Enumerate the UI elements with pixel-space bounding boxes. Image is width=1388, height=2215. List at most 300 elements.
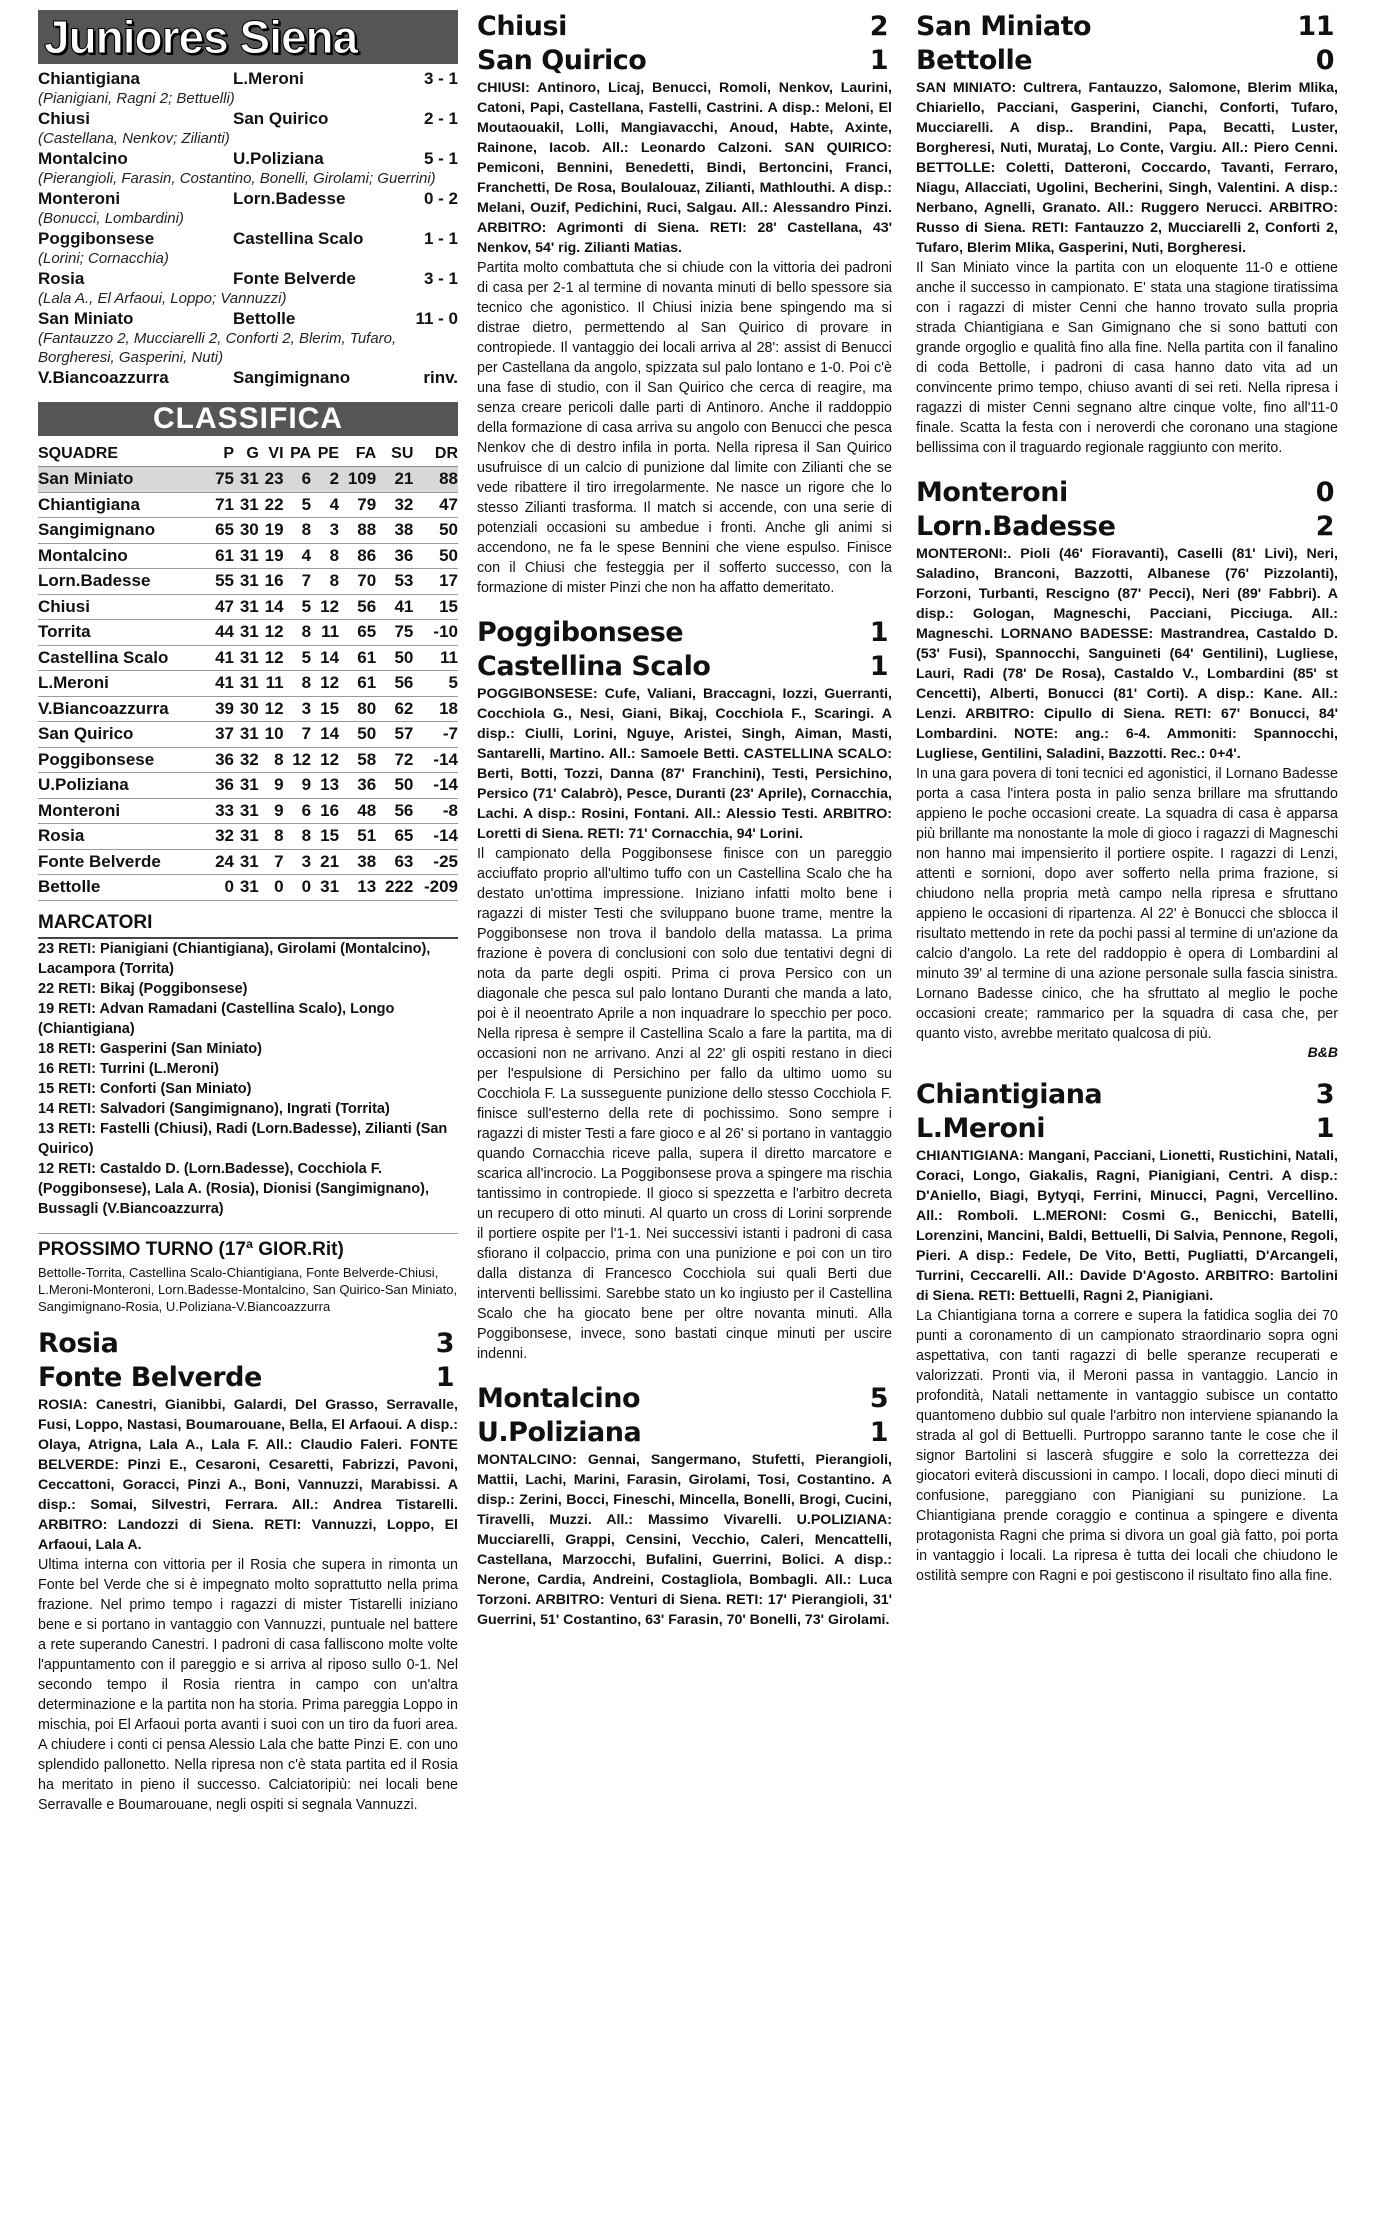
- standings-row: [38, 645, 458, 671]
- result-team: Poggibonsese: [38, 229, 155, 248]
- standings-cell: 7: [284, 722, 312, 748]
- standings-cell: 32: [376, 492, 413, 518]
- result-scorers-row: [38, 89, 458, 108]
- report: Partita molto combattuta che si chiude con la vittoria dei padroni di casa per 2-1 al termine di novanta minuti di bello spessore sia tecnico che agonistico. Il Chiusi inizia bene spingendo ma si distrae dietro, permettendo al San Quirico di provare in contropiede. Il vantaggio dei locali arriva al 28': assist di Benucci per Castellana da angolo, spizzata sul palo lontano e 1-0. Poi c'è una fase di studio, con il San Quirico che cerca di reagire, ma senza creare pericoli dalle parti di Antinoro. Anche il raddoppio della formazione di casa arriva su angolo con Benucci che pesca Nenkov che di destro infila in porta. Nella ripresa il San Quirico usufruisce di un calcio di punizione dal limite con Zilianti che se vede ribattere il tiro irregolarmente. Ne nasce un rigore che lo stesso Zilianti trasforma. Il match si accende, con una serie di potenziali occasioni su ambedue i fronti. Anche gli animi si accendono, ne fa le spese Bennini che viene espulso. Finisce con il Chiusi che festeggia per il sofferto successo, con la formazione di mister Pinzi che non ha affatto demeritato.: [477, 260, 892, 596]
- away-score: 1: [869, 651, 888, 682]
- lineup: CHIANTIGIANA: Mangani, Pacciani, Lionetti, Rustichini, Natali, Coraci, Longo, Giakalis, Ragni, Pianigiani, Centri. A disp.: D'Aniello, Biagi, Bytyqi, Ferrini, Minucci, Pagni, Vercellino. All.: Romboli. L.MERONI: Cosmi G., Benicchi, Batelli, Lorenzini, Mancini, Baldi, Bettuelli, Di Salvia, Pennone, Regoli, Pieri. A disp.: Fedele, De Vito, Betti, Pugliatti, D'Arcangeli, Turrini, Ceccarelli. All.: Davide D'Agosto. ARBITRO: Bartolini di Siena. RETI: Bettuelli, Ragni 2, Pianigiani.: [916, 1148, 1338, 1304]
- standings-row: [38, 569, 458, 595]
- standings-row: [38, 543, 458, 569]
- standings-cell: 75: [376, 620, 413, 646]
- result-team: U.Poliziana: [233, 149, 324, 168]
- standings-cell: 79: [339, 492, 376, 518]
- standings-cell: 58: [339, 747, 376, 773]
- standings-team: L.Meroni: [38, 671, 209, 697]
- standings-cell: 38: [376, 518, 413, 544]
- standings-cell: 19: [259, 518, 284, 544]
- standings-cell: 6: [284, 798, 312, 824]
- standings-cell: -8: [413, 798, 458, 824]
- match-sanminiato: [916, 10, 1338, 458]
- standings-row: [38, 824, 458, 850]
- standings-row: [38, 722, 458, 748]
- standings-row: [38, 875, 458, 901]
- result-scorers-row: [38, 129, 458, 148]
- standings-cell: 36: [209, 773, 234, 799]
- standings-header: SQUADRE: [38, 442, 209, 467]
- match-home-row: [916, 476, 1338, 510]
- result-team: Sangimignano: [233, 368, 351, 387]
- standings-cell: 48: [339, 798, 376, 824]
- standings-cell: 6: [284, 467, 312, 493]
- standings-cell: 3: [284, 849, 312, 875]
- standings-cell: 10: [259, 722, 284, 748]
- result-team: V.Biancoazzurra: [38, 368, 169, 387]
- result-row: [38, 148, 458, 169]
- match-away-row: [477, 44, 892, 78]
- standings-cell: -14: [413, 747, 458, 773]
- home-team: Chiantigiana: [916, 1079, 1103, 1110]
- match-away-row: [916, 510, 1338, 544]
- standings-cell: 55: [209, 569, 234, 595]
- standings-cell: 4: [284, 543, 312, 569]
- standings-cell: 2: [311, 467, 339, 493]
- standings-cell: -10: [413, 620, 458, 646]
- signature: B&B: [1307, 1044, 1338, 1060]
- match-home-row: [916, 1078, 1338, 1112]
- standings-cell: 38: [339, 849, 376, 875]
- standings-cell: 12: [259, 620, 284, 646]
- standings-team: U.Poliziana: [38, 773, 209, 799]
- standings-cell: 13: [339, 875, 376, 901]
- standings-cell: 61: [339, 645, 376, 671]
- standings-title: CLASSIFICA: [38, 402, 458, 436]
- standings-cell: 51: [339, 824, 376, 850]
- lineup: POGGIBONSESE: Cufe, Valiani, Braccagni, Iozzi, Guerranti, Cocchiola G., Nesi, Giani, Bikaj, Cocchiola F., Scaringi. A disp.: Ciulli, Lorini, Nguye, Aristei, Singh, Aiman, Masti, Santarelli, Martino. All.: Samoele Betti. CASTELLINA SCALO: Berti, Botti, Tozzi, Danna (87' Franchini), Testi, Persichino, Persico (71' Calabrò), Pesce, Duranti (23' Aprile), Cornacchia, Lachi. A disp.: Rosini, Fontani. All.: Alessio Testi. ARBITRO: Loretti di Siena. RETI: 71' Cornacchia, 94' Lorini.: [477, 686, 892, 842]
- standings-team: San Miniato: [38, 467, 209, 493]
- standings-header: P: [209, 442, 234, 467]
- result-scorers: (Fantauzzo 2, Mucciarelli 2, Conforti 2, Blerim, Tufaro, Borgheresi, Gasperini, Nuti): [38, 330, 397, 366]
- standings-team: Castellina Scalo: [38, 645, 209, 671]
- page-title: Juniores Siena: [38, 10, 458, 64]
- standings-cell: 19: [259, 543, 284, 569]
- standings-cell: 31: [234, 722, 259, 748]
- standings-row: [38, 518, 458, 544]
- standings-cell: 63: [376, 849, 413, 875]
- match-poggibonsese: [477, 616, 892, 1364]
- result-score: 0 - 2: [423, 189, 458, 208]
- away-team: Bettolle: [916, 45, 1033, 76]
- standings-cell: 3: [311, 518, 339, 544]
- standings-cell: 41: [209, 671, 234, 697]
- standings-cell: 0: [259, 875, 284, 901]
- standings-cell: 15: [311, 824, 339, 850]
- match-montalcino: [477, 1382, 892, 1630]
- result-score: 3 - 1: [423, 269, 458, 288]
- standings-cell: 8: [284, 824, 312, 850]
- standings-team: Monteroni: [38, 798, 209, 824]
- home-score: 5: [869, 1383, 888, 1414]
- standings-cell: 9: [259, 798, 284, 824]
- home-score: 1: [869, 617, 888, 648]
- standings-header: DR: [413, 442, 458, 467]
- away-score: 1: [435, 1361, 454, 1393]
- standings-cell: 37: [209, 722, 234, 748]
- lineup: MONTERONI:. Pioli (46' Fioravanti), Caselli (81' Livi), Neri, Saladino, Branconi, Bazzotti, Albanese (76' Pizzolanti), Forzoni, Turbanti, Rescigno (87' Pecci), Neri (89' Fabbri). A disp.: Gologan, Magneschi, Pacciani, Picciuga. All.: Magneschi. LORNANO BADESSE: Mastrandrea, Castaldo D. (53' Fusi), Spannocchi, Sanguineti (64' Gentilini), Lugliese, Lauri, Radi (78' De Rosa), Castaldo V., Lombardini (85' st Cencetti), Alberti, Bonucci (81' Corti). A disp.: Kane. All.: Lenzi. ARBITRO: Cipullo di Siena. RETI: 67' Bonucci, 84' Lombardini. NOTE: ang.: 6-4. Ammoniti: Spannocchi, Lugliese, Gentilini, Saladini, Bazzotti. Rec.: 0+4'.: [916, 546, 1338, 762]
- report: In una gara povera di toni tecnici ed agonistici, il Lornano Badesse porta a casa l'intera posta in palio senza brillare ma sfruttando appieno le poche occasioni create. La squadra di casa è apparsa più brillante ma nonostante la mole di gioco i ragazzi di Magneschi non hanno mai impensierito il portiere ospite. I ragazzi di Lenzi, attenti e sornioni, dopo aver sofferto nella prima frazione, si chiudono nella propria metà campo nella ripresa e sfruttano appieno le occasioni di ripartenza. Al 22' è Bonucci che sblocca il risultato mettendo in rete da pochi passi al termine di un'azione da calcio d'angolo. La rete del raddoppio è opera di Lombardini al minuto 39' al termine di una azione personale sulla fascia sinistra. Lornano Badesse cinico, che ha sfruttato al meglio le poche occasioni create; rammarico per la squadra di casa che, per quanto visto, avrebbe meritato qualcosa di più.: [916, 766, 1338, 1042]
- standings-team: Sangimignano: [38, 518, 209, 544]
- standings-team: Chiusi: [38, 594, 209, 620]
- home-score: 3: [1315, 1079, 1334, 1110]
- result-team: Monteroni: [38, 189, 121, 208]
- standings-cell: 30: [234, 518, 259, 544]
- standings-cell: 36: [339, 773, 376, 799]
- result-scorers-row: [38, 249, 458, 268]
- home-score: 11: [1297, 11, 1334, 42]
- results-table: [38, 68, 458, 388]
- standings-header: G: [234, 442, 259, 467]
- turno-title: PROSSIMO TURNO (17ª GIOR.Rit): [38, 1233, 458, 1262]
- away-team: L.Meroni: [916, 1113, 1045, 1144]
- standings-cell: 36: [209, 747, 234, 773]
- standings-cell: 50: [413, 518, 458, 544]
- home-score: 3: [435, 1327, 454, 1359]
- result-row: [38, 308, 458, 329]
- away-team: San Quirico: [477, 45, 647, 76]
- standings-cell: 86: [339, 543, 376, 569]
- standings-cell: 4: [311, 492, 339, 518]
- standings-table: [38, 442, 458, 901]
- standings-cell: -14: [413, 824, 458, 850]
- standings-cell: 8: [311, 569, 339, 595]
- standings-cell: 65: [339, 620, 376, 646]
- standings-cell: 5: [413, 671, 458, 697]
- standings-cell: 31: [234, 824, 259, 850]
- away-score: 1: [1315, 1113, 1334, 1144]
- lineup: SAN MINIATO: Cultrera, Fantauzzo, Salomone, Blerim Mlika, Chiariello, Pacciani, Gasperini, Cianchi, Conforti, Tufaro, Mucciarelli. A disp.. Brandini, Papa, Becatti, Luster, Borgheresi, Nuti, Murataj, Lo Conte, Vargiu. All.: Piero Cenni. BETTOLLE: Coletti, Datteroni, Coccardo, Tavanti, Ferraro, Niagu, Allacciati, Ugolini, Becherini, Singh, Valentini. A disp.: Nerbano, Agnelli, Granato. All.: Ruggero Nerucci. ARBITRO: Russo di Siena. RETI: Fantauzzo 2, Mucciarelli 2, Conforti 2, Tufaro, Blerim Mlika, Gasperini, Nuti, Borgheresi.: [916, 80, 1338, 256]
- standings-cell: 30: [234, 696, 259, 722]
- result-team: San Quirico: [233, 109, 329, 128]
- standings-cell: 50: [339, 722, 376, 748]
- match-away-row: [477, 1416, 892, 1450]
- standings-cell: 31: [234, 671, 259, 697]
- match-away-row: [477, 650, 892, 684]
- away-team: U.Poliziana: [477, 1417, 642, 1448]
- standings-team: Poggibonsese: [38, 747, 209, 773]
- standings-cell: 32: [234, 747, 259, 773]
- result-row: [38, 367, 458, 388]
- away-team: Castellina Scalo: [477, 651, 711, 682]
- result-team: San Miniato: [38, 309, 134, 328]
- standings-header: PE: [311, 442, 339, 467]
- standings-cell: 109: [339, 467, 376, 493]
- standings-cell: 8: [259, 824, 284, 850]
- standings-cell: 8: [311, 543, 339, 569]
- standings-cell: 80: [339, 696, 376, 722]
- standings-cell: 31: [234, 467, 259, 493]
- standings-cell: 11: [259, 671, 284, 697]
- standings-cell: 14: [311, 645, 339, 671]
- standings-cell: 31: [234, 594, 259, 620]
- standings-cell: 12: [311, 747, 339, 773]
- turno-text: Bettolle-Torrita, Castellina Scalo-Chiantigiana, Fonte Belverde-Chiusi, L.Meroni-Monteroni, Lorn.Badesse-Montalcino, San Quirico-San Miniato, Sangimignano-Rosia, U.Poliziana-V.Biancoazzurra: [38, 1264, 458, 1314]
- result-team: Bettolle: [233, 309, 296, 328]
- standings-cell: 65: [209, 518, 234, 544]
- standings-cell: 15: [311, 696, 339, 722]
- lineup: ROSIA: Canestri, Gianibbi, Galardi, Del Grasso, Serravalle, Fusi, Loppo, Nastasi, Boumarouane, Bella, El Arfaoui. A disp.: Olaya, Atrigna, Lala A., Lala F. All.: Claudio Faleri. FONTE BELVERDE: Pinzi E., Cesaroni, Cesaretti, Fabrizzi, Pavoni, Ceccattoni, Goracci, Pinzi A., Boni, Vannuzzi, Marabissi. A disp.: Somai, Silvestri, Ferrara. All.: Andrea Tistarelli. ARBITRO: Landozzi di Siena. RETI: Vannuzzi, Loppo, El Arfaoui, Lala A.: [38, 1396, 458, 1553]
- standings-team: Chiantigiana: [38, 492, 209, 518]
- match-chiusi: [477, 10, 892, 598]
- standings-team: San Quirico: [38, 722, 209, 748]
- result-team: Lorn.Badesse: [233, 189, 346, 208]
- standings-cell: 31: [234, 620, 259, 646]
- result-scorers: (Pierangioli, Farasin, Costantino, Bonelli, Girolami; Guerrini): [38, 170, 436, 187]
- result-score: 1 - 1: [423, 229, 458, 248]
- standings-cell: 21: [376, 467, 413, 493]
- standings-cell: 56: [339, 594, 376, 620]
- standings-cell: 8: [284, 620, 312, 646]
- standings-cell: 31: [234, 798, 259, 824]
- standings-cell: 0: [284, 875, 312, 901]
- home-team: Montalcino: [477, 1383, 641, 1414]
- result-team: Castellina Scalo: [233, 229, 364, 248]
- match-home-row: [916, 10, 1338, 44]
- lineup: MONTALCINO: Gennai, Sangermano, Stufetti, Pierangioli, Mattii, Lachi, Marini, Farasin, Girolami, Tosi, Costantino. A disp.: Zerini, Bocci, Fineschi, Mincella, Bonelli, Brogi, Cucini, Tiravelli, Muzzi. All.: Massimo Vivarelli. U.POLIZIANA: Mucciarelli, Grappi, Censini, Vecchio, Caleri, Mencattelli, Castellana, Marzocchi, Bufalini, Guerrini, Bolici. A disp.: Nerone, Cardia, Andreini, Costagliola, Bombagli. All.: Luca Torzoni. ARBITRO: Venturi di Siena. RETI: 17' Pierangioli, 31' Guerrini, 51' Costantino, 63' Farasin, 70' Bonelli, 73' Girolami.: [477, 1452, 892, 1628]
- standings-cell: 31: [234, 543, 259, 569]
- scorer-line: 14 RETI: Salvadori (Sangimignano), Ingrati (Torrita): [38, 1100, 390, 1117]
- standings-cell: 5: [284, 645, 312, 671]
- standings-cell: 39: [209, 696, 234, 722]
- standings-cell: 41: [209, 645, 234, 671]
- scorer-line: 18 RETI: Gasperini (San Miniato): [38, 1040, 262, 1057]
- standings-cell: -209: [413, 875, 458, 901]
- standings-cell: 8: [284, 518, 312, 544]
- standings-cell: 72: [376, 747, 413, 773]
- result-score: rinv.: [423, 368, 458, 387]
- standings-cell: 31: [234, 849, 259, 875]
- standings-cell: 13: [311, 773, 339, 799]
- scorer-line: 12 RETI: Castaldo D. (Lorn.Badesse), Cocchiola F. (Poggibonsese), Lala A. (Rosia), Dionisi (Sangimignano), Bussagli (V.Biancoazzurra): [38, 1160, 429, 1217]
- standings-cell: 31: [234, 492, 259, 518]
- away-score: 1: [869, 45, 888, 76]
- lineup: CHIUSI: Antinoro, Licaj, Benucci, Romoli, Nenkov, Laurini, Catoni, Papi, Castellana, Fastelli, Castrini. A disp.: Meloni, El Moutaouakil, Lolli, Mangiavacchi, Anoud, Habte, Axinte, Rainone, Iacob. All.: Leonardo Calzoni. SAN QUIRICO: Pemiconi, Bennini, Benedetti, Bindi, Bertoncini, Franci, Franchetti, De Rosa, Boulalouaz, Zilianti, Mathlouthi. A disp.: Melani, Ouzif, Pedichini, Ruci, Salgau. All.: Alessandro Pinzi. ARBITRO: Agrimonti di Siena. RETI: 28' Castellana, 43' Nenkov, 54' rig. Zilianti Matias.: [477, 80, 892, 256]
- standings-cell: 0: [209, 875, 234, 901]
- standings-cell: 24: [209, 849, 234, 875]
- away-team: Lorn.Badesse: [916, 511, 1116, 542]
- marcatori-title: MARCATORI: [38, 911, 458, 939]
- match-away-row: [916, 44, 1338, 78]
- result-scorers: (Lorini; Cornacchia): [38, 250, 169, 267]
- standings-cell: 14: [311, 722, 339, 748]
- standings-cell: 9: [284, 773, 312, 799]
- standings-cell: 11: [311, 620, 339, 646]
- standings-cell: 44: [209, 620, 234, 646]
- standings-cell: 3: [284, 696, 312, 722]
- result-scorers-row: [38, 329, 458, 367]
- match-home-row: [38, 1327, 458, 1361]
- scorer-line: 15 RETI: Conforti (San Miniato): [38, 1080, 252, 1097]
- standings-cell: 88: [339, 518, 376, 544]
- report: Ultima interna con vittoria per il Rosia che supera in rimonta un Fonte bel Verde che si è impegnato molto soprattutto nella prima frazione. Nel primo tempo i ragazzi di mister Tistarelli iniziano bene e si portano in vantaggio con Vannuzzi, puntuale nel battere a rete superando Canestri. I padroni di casa falliscono molte volte l'appuntamento con il pareggio e si arriva al riposo sullo 0-1. Nel secondo tempo il Rosia rientra in campo con un'altra determinazione e la partita non ha storia. Prima pareggia Loppo in mischia, poi El Arfaoui porta avanti i suoi con un tiro da fuori area. A chiudere i conti ci pensa Alessio Lala che batte Pinzi E. con uno splendido pallonetto. Nella ripresa non c'è stata partita ed il Rosia ha meritato in pieno il successo. Calciatoripiù: nei locali bene Serravalle e Boumarouane, negli ospiti si segnala Vannuzzi.: [38, 1556, 458, 1813]
- standings-header: SU: [376, 442, 413, 467]
- result-team: Montalcino: [38, 149, 128, 168]
- away-score: 0: [1315, 45, 1334, 76]
- result-scorers: (Pianigiani, Ragni 2; Bettuelli): [38, 90, 235, 107]
- result-row: [38, 268, 458, 289]
- standings-cell: 36: [376, 543, 413, 569]
- marcatori-list: [38, 939, 458, 1219]
- result-score: 5 - 1: [423, 149, 458, 168]
- result-score: 3 - 1: [423, 69, 458, 88]
- standings-row: [38, 671, 458, 697]
- standings-row: [38, 696, 458, 722]
- standings-cell: 21: [311, 849, 339, 875]
- standings-cell: 12: [259, 645, 284, 671]
- result-row: [38, 108, 458, 129]
- standings-row: [38, 773, 458, 799]
- scorer-line: 16 RETI: Turrini (L.Meroni): [38, 1060, 219, 1077]
- standings-team: V.Biancoazzurra: [38, 696, 209, 722]
- standings-cell: 31: [234, 645, 259, 671]
- standings-cell: 8: [284, 671, 312, 697]
- standings-row: [38, 747, 458, 773]
- standings-cell: 23: [259, 467, 284, 493]
- standings-cell: 57: [376, 722, 413, 748]
- standings-cell: 65: [376, 824, 413, 850]
- scorer-line: 19 RETI: Advan Ramadani (Castellina Scalo), Longo (Chiantigiana): [38, 1000, 395, 1037]
- standings-cell: 56: [376, 798, 413, 824]
- scorer-line: 22 RETI: Bikaj (Poggibonsese): [38, 980, 248, 997]
- standings-row: [38, 492, 458, 518]
- home-score: 2: [869, 11, 888, 42]
- column-left: [38, 10, 458, 1815]
- standings-cell: 62: [376, 696, 413, 722]
- standings-team: Bettolle: [38, 875, 209, 901]
- standings-team: Lorn.Badesse: [38, 569, 209, 595]
- away-score: 1: [869, 1417, 888, 1448]
- standings-cell: 11: [413, 645, 458, 671]
- standings-cell: -7: [413, 722, 458, 748]
- standings-cell: 16: [259, 569, 284, 595]
- column-right: [916, 10, 1338, 1586]
- standings-cell: 12: [311, 594, 339, 620]
- standings-cell: 61: [339, 671, 376, 697]
- home-team: Rosia: [38, 1327, 119, 1359]
- standings-cell: 5: [284, 594, 312, 620]
- result-team: Chiantigiana: [38, 69, 141, 88]
- standings-cell: 70: [339, 569, 376, 595]
- match-rosia: [38, 1327, 458, 1815]
- standings-cell: 47: [209, 594, 234, 620]
- standings-cell: 71: [209, 492, 234, 518]
- standings-cell: 47: [413, 492, 458, 518]
- standings-cell: 17: [413, 569, 458, 595]
- away-score: 2: [1315, 511, 1334, 542]
- report: Il San Miniato vince la partita con un eloquente 11-0 e ottiene anche il successo in campionato. E' stata una stagione tiratissima con i ragazzi di mister Cenni che hanno trovato sulla propria strada Chiantigiana e San Gimignano che si sono battuti con grande orgoglio e qualità fino alla fine. Nella partita con il fanalino di coda Bettolle, i padroni di casa hanno dato vita ad un convincente primo tempo, chiuso avanti di sei reti. Nella ripresa i ragazzi di mister Cenni segnano altre cinque volte, fino all'11-0 finale. Scatta la festa con i neroverdi che coronano una stagione bellissima con il traguardo regionale raggiunto con merito.: [916, 260, 1338, 456]
- standings-cell: 50: [413, 543, 458, 569]
- match-home-row: [477, 10, 892, 44]
- standings-cell: 7: [259, 849, 284, 875]
- result-scorers-row: [38, 209, 458, 228]
- standings-team: Montalcino: [38, 543, 209, 569]
- standings-row: [38, 620, 458, 646]
- standings-cell: 31: [234, 875, 259, 901]
- standings-cell: 88: [413, 467, 458, 493]
- standings-cell: 53: [376, 569, 413, 595]
- standings-cell: 31: [234, 773, 259, 799]
- match-home-row: [477, 616, 892, 650]
- standings-cell: 16: [311, 798, 339, 824]
- column-middle: [477, 10, 892, 1630]
- home-team: Monteroni: [916, 477, 1068, 508]
- standings-cell: 9: [259, 773, 284, 799]
- scorer-line: 13 RETI: Fastelli (Chiusi), Radi (Lorn.Badesse), Zilianti (San Quirico): [38, 1120, 448, 1157]
- report: Il campionato della Poggibonsese finisce con un pareggio acciuffato proprio all'ultimo tuffo con un Castellina Scalo che ha destato un'ottima impressione. Iniziano infatti molto bene i ragazzi di mister Testi che sviluppano buone trame, mentre la Poggibonsese non trova il bandolo della matassa. La prima frazione è povera di conclusioni con solo due tentativi degni di nota da parte degli ospiti. Prima ci prova Persico con un diagonale che pesca sul palo lontano Duranti che manda a lato, poi è il neoentrato Aprile a non inquadrare lo specchio per poco. Nella ripresa è sempre il Castellina Scalo a fare la partita, ma di occasioni non ne arrivano. Anzi al 22' gli ospiti restano in dieci per l'espulsione di Persichino per fallo da ultimo uomo su Cocchiola F. La susseguente punizione dello stesso Cocchiola F. finisce sull'esterno della rete di pochissimo. Sono sempre i ragazzi di mister Testi a fare gioco e al 26' si portano in vantaggio quando Cornacchia riceve palla, supera il diretto marcatore e scarica all'incrocio. La Poggibonsese prova a spingere ma rischia tantissimo in contropiede. Il gioco si spezzetta e l'arbitro decreta un recupero di otto minuti. Al quarto un cross di Lorini sorprende il portiere ospite per l'1-1. Nei successivi istanti i padroni di casa sfiorano il colpaccio, prima con una punizione e poi con un tiro dalla distanza di Francesco Cocchiola sui quali Berti due interventi bellissimi. Sarebbe stato un ko ingiusto per il Castellina Scalo che ha giocato bene per oltre novanta minuti. Alla Poggibonsese, invece, sono bastati cinque minuti per uscire indenni.: [477, 846, 892, 1362]
- standings-cell: 8: [259, 747, 284, 773]
- result-scorers: (Bonucci, Lombardini): [38, 210, 184, 227]
- standings-cell: 12: [311, 671, 339, 697]
- standings-cell: 7: [284, 569, 312, 595]
- standings-row: [38, 798, 458, 824]
- result-row: [38, 68, 458, 89]
- result-team: L.Meroni: [233, 69, 304, 88]
- standings-header: PA: [284, 442, 312, 467]
- standings-cell: 22: [259, 492, 284, 518]
- result-scorers: (Lala A., El Arfaoui, Loppo; Vannuzzi): [38, 290, 287, 307]
- standings-cell: 5: [284, 492, 312, 518]
- home-team: San Miniato: [916, 11, 1092, 42]
- standings-cell: -14: [413, 773, 458, 799]
- standings-cell: 50: [376, 773, 413, 799]
- result-scorers-row: [38, 289, 458, 308]
- standings-cell: 18: [413, 696, 458, 722]
- result-team: Fonte Belverde: [233, 269, 356, 288]
- result-score: 11 - 0: [415, 309, 458, 328]
- result-team: Chiusi: [38, 109, 90, 128]
- match-chiantigiana: [916, 1078, 1338, 1586]
- standings-cell: 61: [209, 543, 234, 569]
- match-home-row: [477, 1382, 892, 1416]
- standings-cell: 56: [376, 671, 413, 697]
- home-team: Poggibonsese: [477, 617, 684, 648]
- standings-cell: -25: [413, 849, 458, 875]
- result-row: [38, 188, 458, 209]
- result-team: Rosia: [38, 269, 85, 288]
- standings-cell: 15: [413, 594, 458, 620]
- standings-cell: 222: [376, 875, 413, 901]
- standings-team: Torrita: [38, 620, 209, 646]
- standings-team: Rosia: [38, 824, 209, 850]
- result-scorers: (Castellana, Nenkov; Zilianti): [38, 130, 230, 147]
- result-row: [38, 228, 458, 249]
- match-away-row: [38, 1361, 458, 1395]
- standings-cell: 41: [376, 594, 413, 620]
- scorer-line: 23 RETI: Pianigiani (Chiantigiana), Girolami (Montalcino), Lacampora (Torrita): [38, 940, 431, 977]
- home-score: 0: [1315, 477, 1334, 508]
- standings-header: FA: [339, 442, 376, 467]
- standings-cell: 12: [259, 696, 284, 722]
- standings-team: Fonte Belverde: [38, 849, 209, 875]
- standings-cell: 75: [209, 467, 234, 493]
- standings-cell: 50: [376, 645, 413, 671]
- standings-cell: 32: [209, 824, 234, 850]
- standings-cell: 33: [209, 798, 234, 824]
- result-score: 2 - 1: [423, 109, 458, 128]
- standings-cell: 12: [284, 747, 312, 773]
- away-team: Fonte Belverde: [38, 1361, 262, 1393]
- match-away-row: [916, 1112, 1338, 1146]
- standings-header: VI: [259, 442, 284, 467]
- home-team: Chiusi: [477, 11, 567, 42]
- standings-cell: 31: [234, 569, 259, 595]
